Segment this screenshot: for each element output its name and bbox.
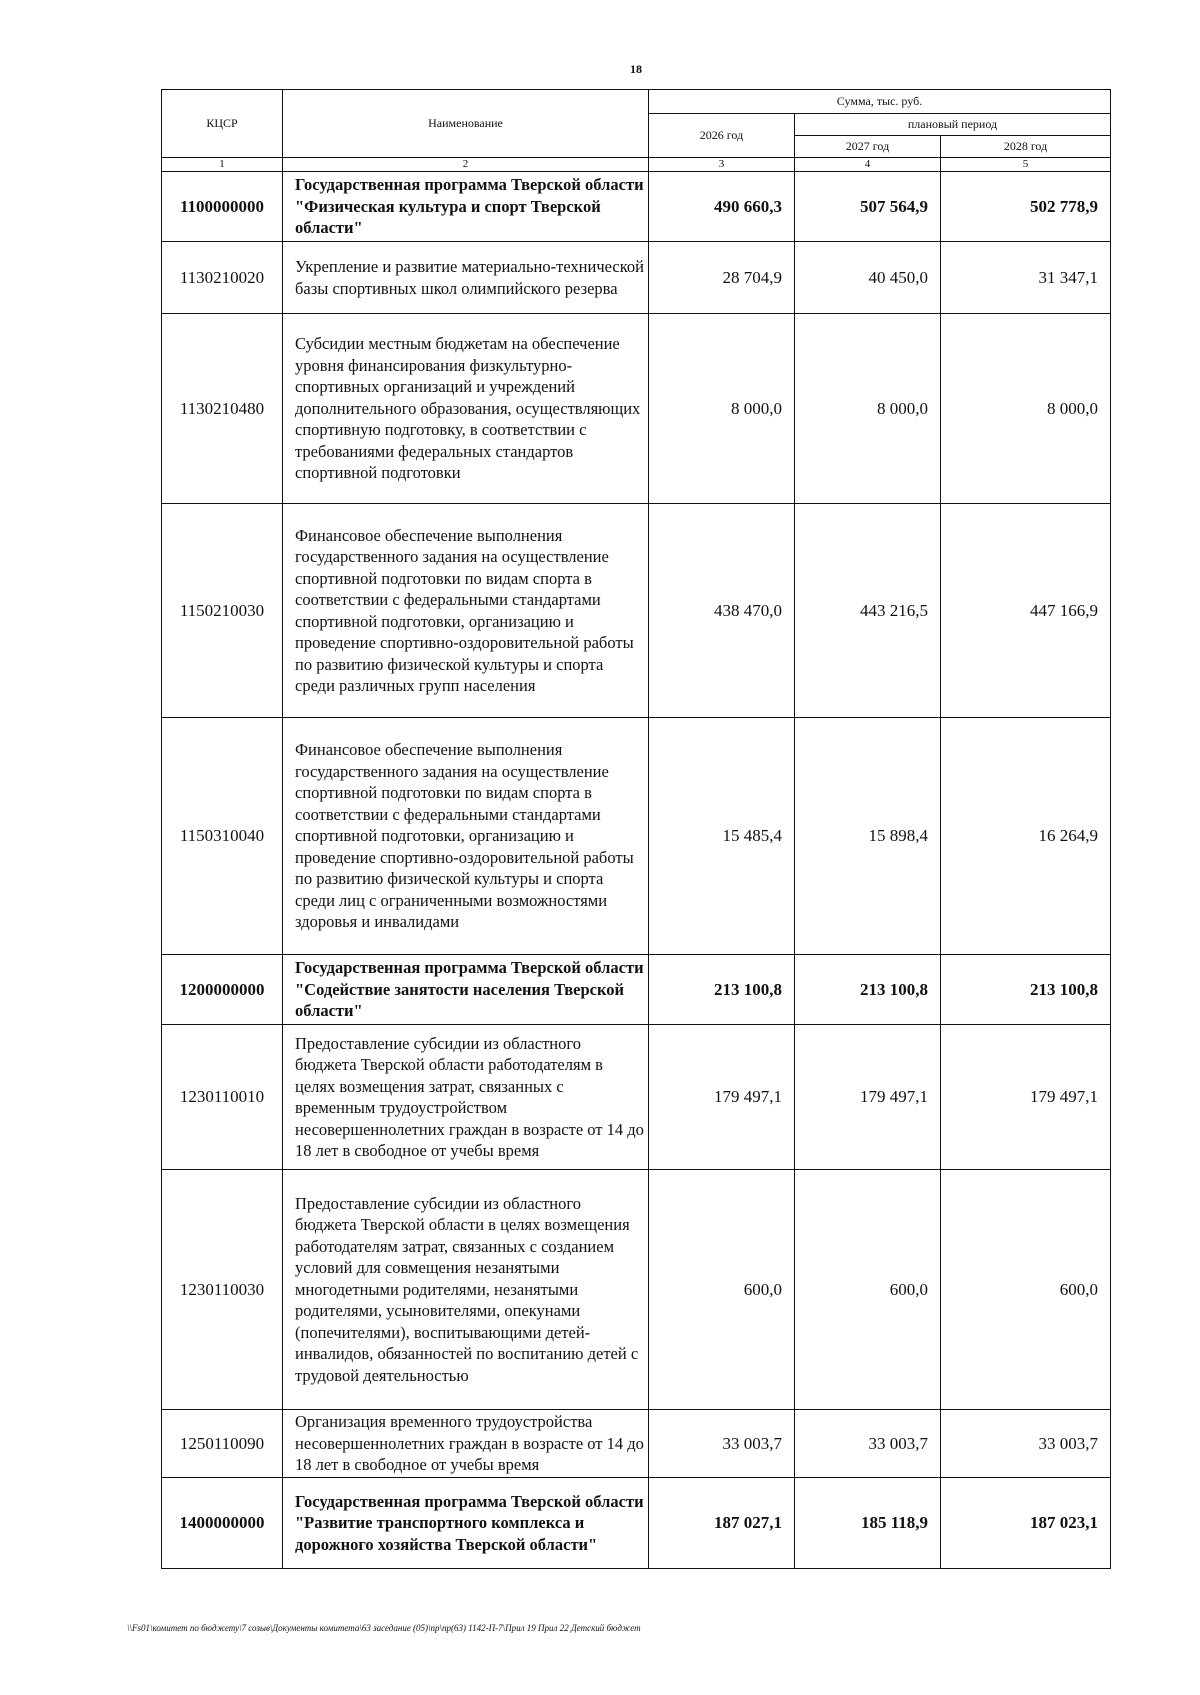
row-value-2028: 213 100,8 — [941, 955, 1111, 1025]
row-value-2027: 600,0 — [795, 1170, 941, 1410]
row-value-2027: 8 000,0 — [795, 314, 941, 504]
row-value-2026: 15 485,4 — [649, 718, 795, 955]
row-value-2026: 600,0 — [649, 1170, 795, 1410]
table-row — [162, 242, 1111, 314]
row-value-2026: 8 000,0 — [649, 314, 795, 504]
table-row — [162, 172, 1111, 242]
table-row — [162, 955, 1111, 1025]
row-value-2026: 28 704,9 — [649, 242, 795, 314]
row-value-2028: 447 166,9 — [941, 504, 1111, 718]
row-code: 1230110030 — [162, 1170, 283, 1410]
row-name: Финансовое обеспечение выполнения государственного задания на осуществление спортивной подготовки по видам спорта в соответствии с федеральными стандартами спортивной подготовки, организацию и проведение спортивно-оздоровительной работы по развитию физической культуры и спорта среди лиц с ограниченными возможностями здоровья и инвалидами — [283, 718, 649, 955]
row-name: Субсидии местным бюджетам на обеспечение уровня финансирования физкультурно-спортивных организаций и учреждений дополнительного образования, осуществляющих спортивную подготовку, в соответствии с требованиями федеральных стандартов спортивной подготовки — [283, 314, 649, 504]
row-value-2027: 40 450,0 — [795, 242, 941, 314]
row-name: Государственная программа Тверской области "Содействие занятости населения Тверской области" — [283, 955, 649, 1025]
header-sum: Сумма, тыс. руб. — [649, 90, 1111, 114]
row-value-2027: 33 003,7 — [795, 1410, 941, 1478]
table-row — [162, 718, 1111, 955]
row-code: 1150310040 — [162, 718, 283, 955]
row-value-2027: 185 118,9 — [795, 1478, 941, 1569]
table-row — [162, 1410, 1111, 1478]
row-value-2027: 179 497,1 — [795, 1025, 941, 1170]
row-value-2027: 507 564,9 — [795, 172, 941, 242]
table-row — [162, 1478, 1111, 1569]
col-number: 1 — [162, 158, 283, 172]
row-code: 1200000000 — [162, 955, 283, 1025]
row-value-2028: 33 003,7 — [941, 1410, 1111, 1478]
row-value-2026: 490 660,3 — [649, 172, 795, 242]
page-number: 18 — [630, 62, 642, 76]
row-code: 1130210480 — [162, 314, 283, 504]
row-name: Государственная программа Тверской области "Развитие транспортного комплекса и дорожного хозяйства Тверской области" — [283, 1478, 649, 1569]
table-row — [162, 504, 1111, 718]
col-number: 3 — [649, 158, 795, 172]
row-value-2028: 179 497,1 — [941, 1025, 1111, 1170]
row-value-2027: 443 216,5 — [795, 504, 941, 718]
row-code: 1100000000 — [162, 172, 283, 242]
footer-file-path: \\Fs01\комитет по бюджету\7 созыв\Документы комитета\63 заседание (05)\пр\пр(63) 1142-П-7\Прил 19 Прил 22 Детский бюджет — [127, 1623, 641, 1633]
row-code: 1150210030 — [162, 504, 283, 718]
row-value-2028: 502 778,9 — [941, 172, 1111, 242]
col-number: 2 — [283, 158, 649, 172]
header-year-2027: 2027 год — [795, 136, 941, 158]
row-code: 1400000000 — [162, 1478, 283, 1569]
header-planned-period: плановый период — [795, 114, 1111, 136]
row-name: Укрепление и развитие материально-технической базы спортивных школ олимпийского резерва — [283, 242, 649, 314]
table-row — [162, 1025, 1111, 1170]
row-value-2026: 213 100,8 — [649, 955, 795, 1025]
table-row — [162, 314, 1111, 504]
row-value-2028: 600,0 — [941, 1170, 1111, 1410]
header-name: Наименование — [283, 90, 649, 158]
col-number: 4 — [795, 158, 941, 172]
row-code: 1250110090 — [162, 1410, 283, 1478]
header-year-2028: 2028 год — [941, 136, 1111, 158]
row-code: 1130210020 — [162, 242, 283, 314]
col-number: 5 — [941, 158, 1111, 172]
row-value-2026: 438 470,0 — [649, 504, 795, 718]
row-value-2026: 179 497,1 — [649, 1025, 795, 1170]
row-value-2028: 16 264,9 — [941, 718, 1111, 955]
budget-table — [161, 89, 1111, 1569]
row-name: Государственная программа Тверской области "Физическая культура и спорт Тверской области" — [283, 172, 649, 242]
row-value-2028: 187 023,1 — [941, 1478, 1111, 1569]
row-value-2027: 213 100,8 — [795, 955, 941, 1025]
row-name: Организация временного трудоустройства несовершеннолетних граждан в возрасте от 14 до 18 лет в свободное от учебы время — [283, 1410, 649, 1478]
row-value-2028: 31 347,1 — [941, 242, 1111, 314]
row-name: Финансовое обеспечение выполнения государственного задания на осуществление спортивной подготовки по видам спорта в соответствии с федеральными стандартами спортивной подготовки, организацию и проведение спортивно-оздоровительной работы по развитию физической культуры и спорта среди различных групп населения — [283, 504, 649, 718]
header-year-2026: 2026 год — [649, 114, 795, 158]
row-name: Предоставление субсидии из областного бюджета Тверской области работодателям в целях возмещения затрат, связанных с временным трудоустройством несовершеннолетних граждан в возрасте от 14 до 18 лет в свободное от учебы время — [283, 1025, 649, 1170]
header-code: КЦСР — [162, 90, 283, 158]
row-name: Предоставление субсидии из областного бюджета Тверской области в целях возмещения работодателям затрат, связанных с созданием условий для совмещения незанятыми многодетными родителями, незанятыми родителями, усыновителями, опекунами (попечителями), воспитывающими детей-инвалидов, обязанностей по воспитанию детей с трудовой деятельностью — [283, 1170, 649, 1410]
table-row — [162, 1170, 1111, 1410]
row-value-2026: 33 003,7 — [649, 1410, 795, 1478]
row-value-2027: 15 898,4 — [795, 718, 941, 955]
row-value-2026: 187 027,1 — [649, 1478, 795, 1569]
row-value-2028: 8 000,0 — [941, 314, 1111, 504]
row-code: 1230110010 — [162, 1025, 283, 1170]
